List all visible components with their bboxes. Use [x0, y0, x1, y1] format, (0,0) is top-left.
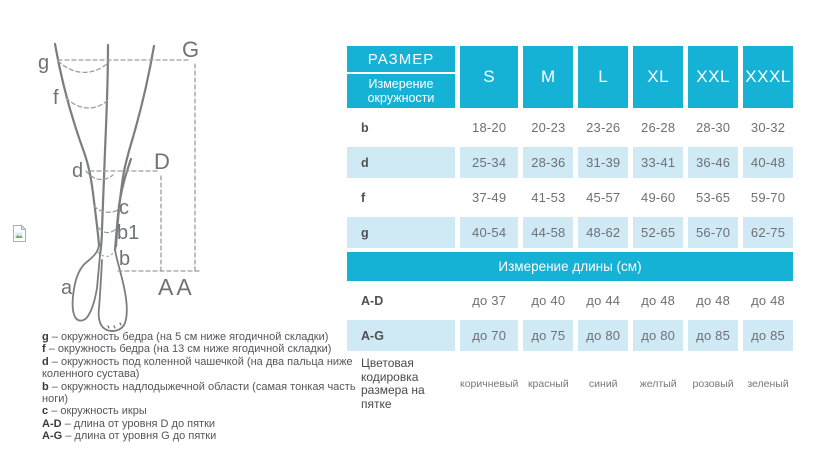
diagram-label-AA: AA [158, 274, 195, 300]
left-foot-outline [73, 245, 100, 321]
diagram-label-g: g [38, 52, 50, 74]
diagram-label-G: G [182, 37, 200, 62]
legs-middle-line [100, 45, 108, 255]
row-label-g: g [347, 217, 455, 248]
measurement-legend [42, 331, 360, 443]
cell-g-s: 40-54 [460, 217, 518, 248]
g-level-arc [58, 61, 109, 72]
cell-ag-s: до 70 [460, 320, 518, 351]
heel-color-xxl: розовый [692, 378, 734, 390]
size-column-header-m: M [523, 46, 573, 108]
size-header-title: РАЗМЕР [347, 46, 455, 74]
cell-ad-xxxl: до 48 [751, 293, 785, 308]
legend-item: f – окружность бедра (на 13 см ниже ягодичной складки) [42, 343, 332, 356]
row-label-b: b [361, 120, 369, 135]
heel-color-l: синий [588, 378, 618, 390]
cell-g-l: 48-62 [578, 217, 628, 248]
size-column-header-l: L [578, 46, 628, 108]
table-header-label-cell [347, 46, 455, 108]
diagram-label-b: b [119, 248, 131, 270]
size-column-header-xxxl: XXXL [743, 46, 793, 108]
cell-f-xxl: 53-65 [695, 190, 731, 205]
cell-b-xxl: 28-30 [695, 120, 731, 135]
legend-item: c – окружность икры [42, 405, 147, 418]
cell-b-xxxl: 30-32 [750, 120, 786, 135]
diagram-label-d: d [72, 160, 84, 182]
cell-f-xxxl: 59-70 [750, 190, 786, 205]
cell-ag-xxl: до 85 [688, 320, 738, 351]
heel-color-xl: желтый [639, 378, 677, 390]
f-level-arc [66, 98, 108, 108]
cell-d-xxxl: 40-48 [743, 147, 793, 178]
legend-item: A-G – длина от уровня G до пятки [42, 430, 217, 443]
cell-ag-xxxl: до 85 [743, 320, 793, 351]
row-label-a-d: A-D [361, 293, 384, 308]
cell-g-xxxl: 62-75 [743, 217, 793, 248]
row-label-heel-color: Цветовая кодировка размера на пятке [361, 356, 425, 411]
diagram-label-b1: b1 [117, 222, 140, 244]
legend-item: g – окружность бедра (на 5 см ниже ягодичной складки) [42, 331, 329, 343]
heel-color-s: коричневый [460, 378, 519, 390]
cell-g-xl: 52-65 [633, 217, 683, 248]
diagram-label-a: a [61, 277, 73, 299]
cell-d-m: 28-36 [523, 147, 573, 178]
cell-g-m: 44-58 [523, 217, 573, 248]
legend-item: A-D – длина от уровня D до пятки [42, 417, 216, 430]
row-label-d: d [347, 147, 455, 178]
row-label-a-g: A-G [347, 320, 455, 351]
cell-f-xl: 49-60 [641, 190, 676, 205]
heel-color-m: красный [527, 378, 569, 390]
row-label-f: f [361, 190, 366, 205]
cell-d-l: 31-39 [578, 147, 628, 178]
cell-ad-m: до 40 [531, 293, 566, 308]
legend-item: b – окружность надлодыжечной области (самая тонкая часть ноги) [42, 380, 356, 406]
legend-item: d – окружность под коленной чашечкой (на два пальца ниже коленного сустава) [42, 355, 353, 381]
cell-ad-xxl: до 48 [696, 293, 731, 308]
cell-b-m: 20-23 [531, 120, 566, 135]
left-leg-outer-line [55, 44, 99, 245]
broken-image-icon [11, 224, 28, 243]
cell-ag-l: до 80 [578, 320, 628, 351]
cell-d-xl: 33-41 [633, 147, 683, 178]
heel-color-xxxl: зеленый [747, 378, 789, 390]
cell-b-s: 18-20 [472, 120, 507, 135]
diagram-label-f: f [53, 87, 59, 109]
cell-f-s: 37-49 [472, 190, 507, 205]
c-level-arc [94, 206, 121, 212]
cell-ag-m: до 75 [523, 320, 573, 351]
diagram-label-D: D [154, 149, 170, 174]
leg-measurement-diagram [28, 26, 232, 338]
circumference-header-title: Измерение окружности [367, 77, 435, 105]
cell-d-s: 25-34 [460, 147, 518, 178]
cell-b-xl: 26-28 [641, 120, 676, 135]
cell-ag-xl: до 80 [633, 320, 683, 351]
cell-g-xxl: 56-70 [688, 217, 738, 248]
cell-ad-l: до 44 [586, 293, 621, 308]
diagram-label-c: c [119, 197, 129, 219]
size-column-header-xxl: XXL [688, 46, 738, 108]
cell-ad-xl: до 48 [641, 293, 676, 308]
cell-b-l: 23-26 [586, 120, 621, 135]
size-column-header-s: S [460, 46, 518, 108]
size-column-header-xl: XL [633, 46, 683, 108]
size-table [347, 46, 793, 413]
cell-d-xxl: 36-46 [688, 147, 738, 178]
cell-ad-s: до 37 [472, 293, 507, 308]
cell-f-m: 41-53 [531, 190, 566, 205]
cell-f-l: 45-57 [586, 190, 621, 205]
length-section-header: Измерение длины (см) [347, 252, 793, 281]
